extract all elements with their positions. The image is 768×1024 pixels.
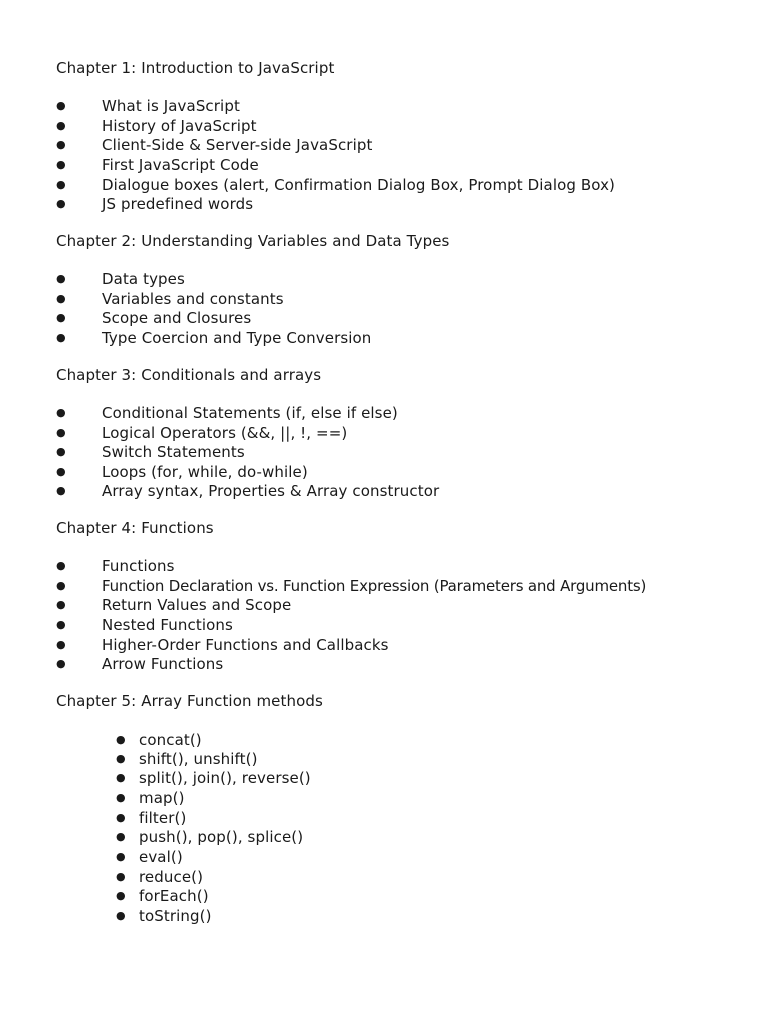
bullet-icon: ● <box>116 791 126 804</box>
bullet-icon: ● <box>56 484 66 497</box>
bullet-icon: ● <box>116 830 126 843</box>
bullet-icon: ● <box>116 850 126 863</box>
bullet-icon: ● <box>56 99 66 112</box>
chapter-1-heading: Chapter 1: Introduction to JavaScript <box>56 59 335 77</box>
bullet-icon: ● <box>116 752 126 765</box>
bullet-icon: ● <box>56 311 66 324</box>
bullet-icon: ● <box>56 559 66 572</box>
bullet-icon: ● <box>56 638 66 651</box>
bullet-icon: ● <box>56 138 66 151</box>
bullet-icon: ● <box>116 870 126 883</box>
bullet-icon: ● <box>56 657 66 670</box>
chapter-2-heading: Chapter 2: Understanding Variables and Data Types <box>56 232 450 250</box>
bullet-icon: ● <box>116 733 126 746</box>
bullet-icon: ● <box>56 579 66 592</box>
chapter-3-heading: Chapter 3: Conditionals and arrays <box>56 366 322 384</box>
bullet-icon: ● <box>56 272 66 285</box>
bullet-icon: ● <box>116 909 126 922</box>
bullet-icon: ● <box>56 445 66 458</box>
bullet-icon: ● <box>56 158 66 171</box>
document-page: Chapter 1: Introduction to JavaScript ● What is JavaScript ● History of JavaScript ● Client-Side & Server-side JavaScript ● First JavaScript Code ● Dialogue boxes (alert, Confirmation Dialog Box, Prompt Dialog Box) ● JS predefined words Chapter 2: Understanding Variables and Data Types ● Data types ● Variables and constants ● Scope and Closures ● Type Coercion and Type Conversion Chapter 3: Conditionals and arrays ● Conditional Statements (if, else if else) ● Logical Operators (&&, ||, !, ==) ● Switch Statements ● Loops (for, while, do-while) ● Array syntax, Properties & Array constructor Chapter 4: Functions ● Functions ● Function Declaration vs. Function Expression (Parameters and Arguments) ● Return Values and Scope ● Nested Functions ● Higher-Order Functions and Callbacks ● Arrow Functions Chapter 5: Array Function methods ● concat() ● shift(), unshift() ● split(), join(), reverse() ● map() ● filter() ● push(), pop(), splice() ● eval() ● reduce() ● forEach() ● toString() <box>56 59 647 925</box>
bullet-icon: ● <box>56 465 66 478</box>
bullet-icon: ● <box>116 889 126 902</box>
bullet-icon: ● <box>56 119 66 132</box>
bullet-icon: ● <box>116 811 126 824</box>
bullet-icon: ● <box>56 618 66 631</box>
bullet-icon: ● <box>116 771 126 784</box>
bullet-icon: ● <box>56 197 66 210</box>
chapter-4-heading: Chapter 4: Functions <box>56 519 214 537</box>
bullet-icon: ● <box>56 178 66 191</box>
bullet-icon: ● <box>56 331 66 344</box>
chapter-5-heading: Chapter 5: Array Function methods <box>56 692 323 710</box>
bullet-icon: ● <box>56 292 66 305</box>
bullet-icon: ● <box>56 426 66 439</box>
bullet-icon: ● <box>56 406 66 419</box>
bullet-icon: ● <box>56 598 66 611</box>
